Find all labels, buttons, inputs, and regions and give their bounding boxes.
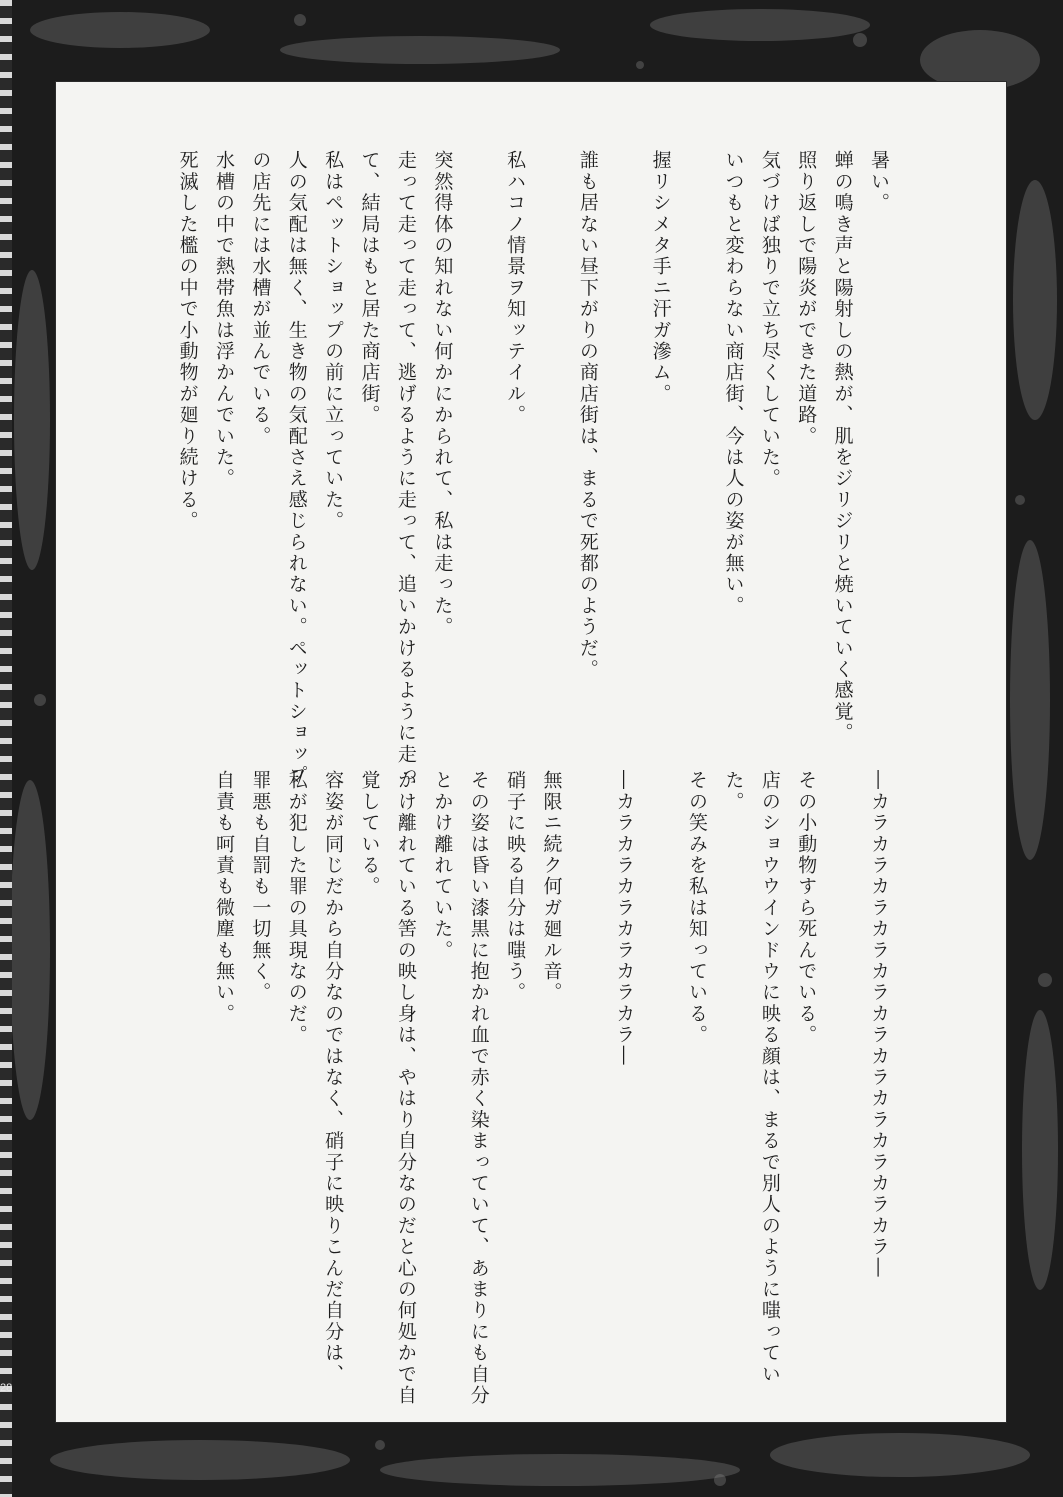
upper-text-block xyxy=(166,150,926,786)
lower-text-line: 私が犯した罪の具現なのだ。 xyxy=(285,770,308,1046)
lower-text-line: 無限ニ続ク何ガ廻ル音。 xyxy=(540,770,563,1004)
upper-text-line xyxy=(687,150,706,750)
upper-text-line: いつもと変わらない商店街、今は人の姿が無い。 xyxy=(722,150,745,617)
lower-text-line: ―カラカラカラカラカラカラカラカラカラカラカラ― xyxy=(868,770,890,1279)
binding-edge xyxy=(0,0,12,1497)
upper-text-line: 私はペットショップの前に立っていた。 xyxy=(322,150,345,532)
upper-text-line: 人の気配は無く、生き物の気配さえ感じられない。ペットショップ xyxy=(285,150,308,786)
lower-text-line: た。 xyxy=(722,770,745,813)
upper-text-line: 誰も居ない昼下がりの商店街は、まるで死都のようだ。 xyxy=(576,150,599,680)
upper-text-line xyxy=(469,150,488,750)
upper-text-line: 突然得体の知れない何かにかられて、私は走った。 xyxy=(431,150,454,638)
lower-text-line: その小動物すら死んでいる。 xyxy=(795,770,818,1046)
upper-text-line: の店先には水槽が並んでいる。 xyxy=(249,150,272,447)
upper-text-line: 走って走って走って、逃げるように走って、追いかけるように走っ xyxy=(394,150,417,786)
upper-text-line: 気づけば独りで立ち尽くしていた。 xyxy=(758,150,781,490)
upper-text-line: 水槽の中で熱帯魚は浮かんでいた。 xyxy=(212,150,235,490)
lower-text-line: その笑みを私は知っている。 xyxy=(686,770,709,1046)
lower-text-block xyxy=(166,770,926,1406)
lower-text-line xyxy=(651,770,670,1390)
upper-text-line: 死滅した檻の中で小動物が廻り続ける。 xyxy=(176,150,199,532)
upper-text-lines xyxy=(176,150,890,786)
lower-text-line: 罪悪も自罰も一切無く。 xyxy=(249,770,272,1004)
text-page xyxy=(56,82,1006,1422)
page-number: 28 xyxy=(0,1382,13,1394)
lower-text-line: 自責も呵責も微塵も無い。 xyxy=(212,770,235,1025)
lower-text-line: とかけ離れていた。 xyxy=(431,770,454,961)
lower-text-line xyxy=(578,770,597,1390)
lower-text-line: 覚している。 xyxy=(358,770,381,898)
upper-text-line: 蝉の鳴き声と陽射しの熱が、肌をジリジリと焼いていく感覚。 xyxy=(831,150,854,744)
lower-text-line xyxy=(833,770,852,1390)
upper-text-line: 暑い。 xyxy=(868,150,890,214)
lower-text-line: 容姿が同じだから自分なのではなく、硝子に映りこんだ自分は、 xyxy=(322,770,345,1385)
lower-text-line: その姿は昏い漆黒に抱かれ血で赤く染まっていて、あまりにも自分 xyxy=(467,770,490,1406)
upper-text-line: 照り返しで陽炎ができた道路。 xyxy=(795,150,818,447)
lower-text-line: 硝子に映る自分は嗤う。 xyxy=(504,770,527,1004)
lower-text-lines xyxy=(212,770,890,1406)
upper-text-line: 私ハコノ情景ヲ知ッテイル。 xyxy=(504,150,527,426)
lower-text-line: かけ離れている筈の映し身は、やはり自分なのだと心の何処かで自 xyxy=(394,770,417,1406)
upper-text-line: て、結局はもと居た商店街。 xyxy=(358,150,381,426)
upper-text-line xyxy=(541,150,560,750)
lower-text-line: ―カラカラカラカラカラカラ― xyxy=(613,770,636,1067)
upper-text-line: 握リシメタ手ニ汗ガ滲ム。 xyxy=(649,150,672,405)
lower-text-line: 店のショウウインドウに映る顔は、まるで別人のように嗤ってい xyxy=(758,770,781,1385)
upper-text-line xyxy=(614,150,633,750)
